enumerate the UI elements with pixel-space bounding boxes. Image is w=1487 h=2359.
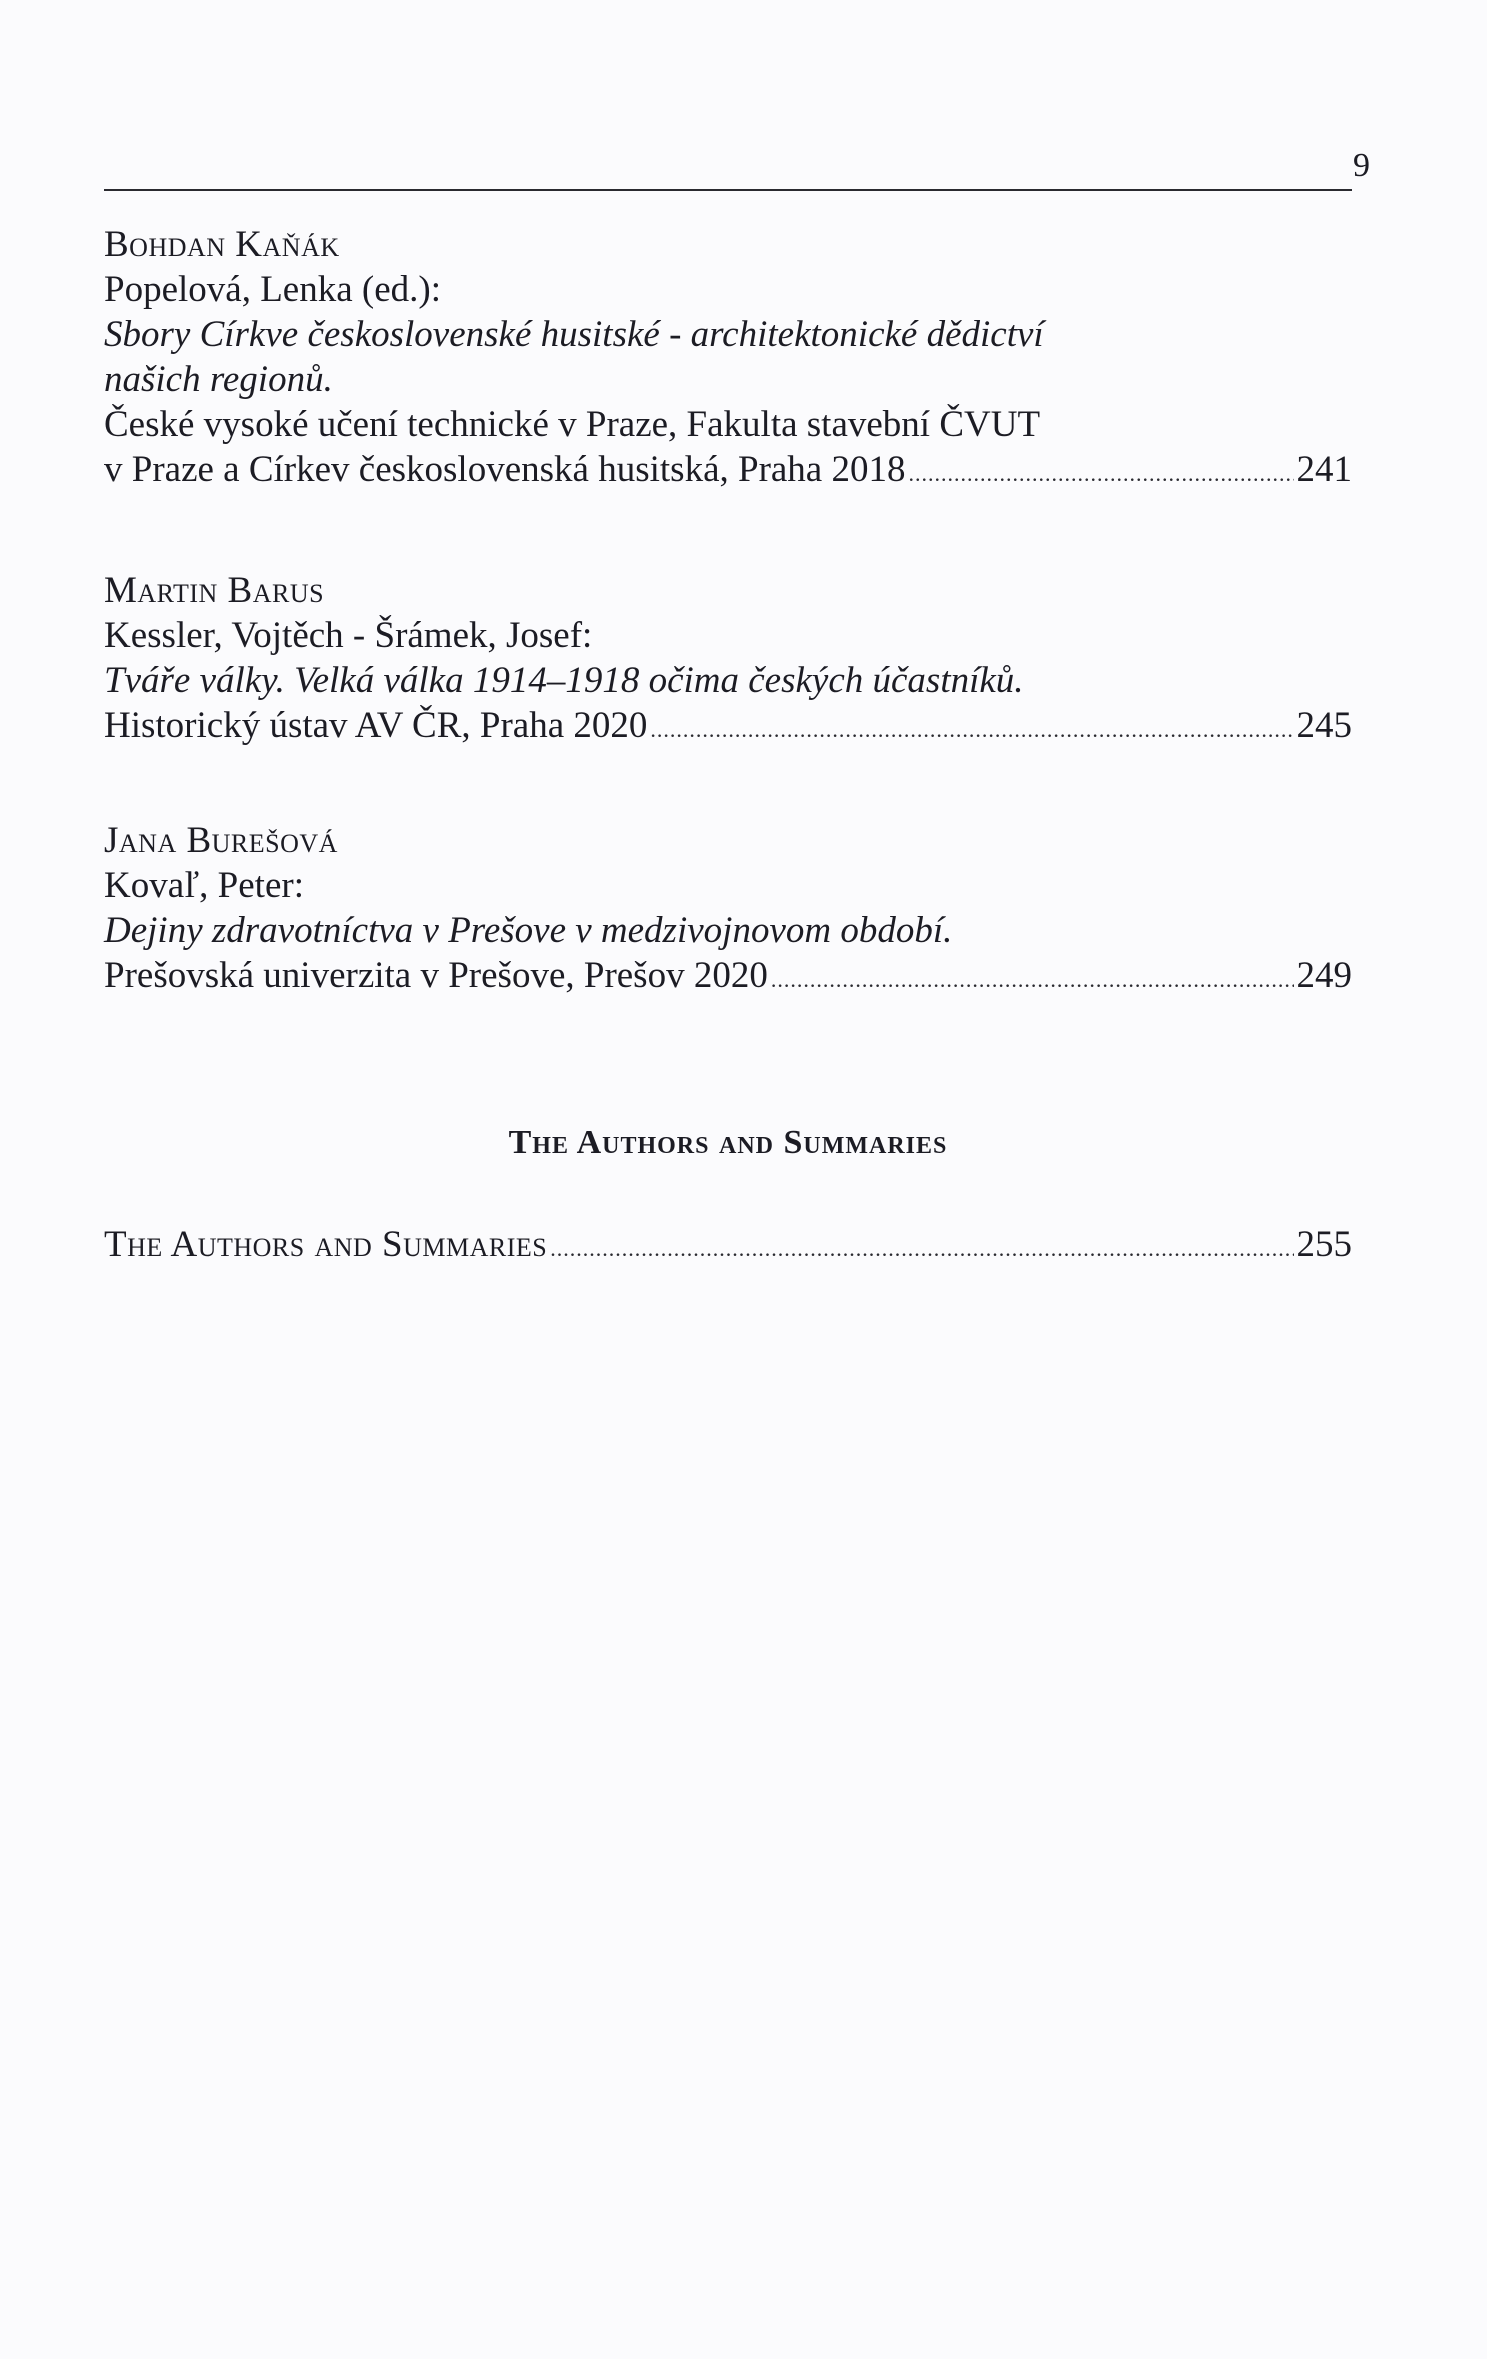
entry-publisher-final: Prešovská univerzita v Prešove, Prešov 2020 bbox=[104, 955, 768, 996]
leader-dots bbox=[550, 1226, 1293, 1271]
entry-editor: Kessler, Vojtěch - Šrámek, Josef: bbox=[104, 615, 593, 656]
entry-last-line bbox=[104, 953, 1352, 998]
entry-author: Jana Burešová bbox=[104, 820, 338, 861]
entry-publisher-line: České vysoké učení technické v Praze, Fakulta stavební ČVUT bbox=[104, 404, 1041, 445]
entry-author: Bohdan Kaňák bbox=[104, 224, 340, 265]
entry-page-number: 245 bbox=[1296, 705, 1352, 746]
entry-editor: Kovaľ, Peter: bbox=[104, 865, 304, 906]
entry-author: Martin Barus bbox=[104, 570, 325, 611]
entry-publisher-final: Historický ústav AV ČR, Praha 2020 bbox=[104, 705, 648, 746]
section-heading: The Authors and Summaries bbox=[508, 1124, 948, 1161]
entry-title-line: Sbory Církve československé husitské - architektonické dědictví bbox=[104, 314, 1044, 355]
entry-publisher-final: v Praze a Církev československá husitská, Praha 2018 bbox=[104, 449, 906, 490]
entry-page-number: 249 bbox=[1296, 955, 1352, 996]
entry-last-line bbox=[104, 447, 1352, 492]
leader-dots bbox=[771, 957, 1294, 1002]
leader-dots bbox=[650, 707, 1293, 752]
page-number: 9 bbox=[1353, 147, 1370, 184]
entry-title-line: Dejiny zdravotníctva v Prešove v medzivojnovom období. bbox=[104, 910, 953, 951]
header-rule bbox=[104, 189, 1352, 191]
entry-title-line: našich regionů. bbox=[104, 359, 333, 400]
entry-editor: Popelová, Lenka (ed.): bbox=[104, 269, 441, 310]
leader-dots bbox=[908, 451, 1293, 496]
entry-last-line bbox=[104, 1222, 1352, 1267]
entry-label: The Authors and Summaries bbox=[104, 1224, 548, 1265]
entry-page-number: 255 bbox=[1296, 1224, 1352, 1265]
toc-entry-summaries bbox=[104, 1222, 1352, 1267]
toc-entry bbox=[104, 568, 1352, 748]
entry-title-line: Tváře války. Velká válka 1914–1918 očima českých účastníků. bbox=[104, 660, 1024, 701]
toc-entry bbox=[104, 222, 1352, 492]
entry-last-line bbox=[104, 703, 1352, 748]
entry-page-number: 241 bbox=[1296, 449, 1352, 490]
toc-entry bbox=[104, 818, 1352, 998]
